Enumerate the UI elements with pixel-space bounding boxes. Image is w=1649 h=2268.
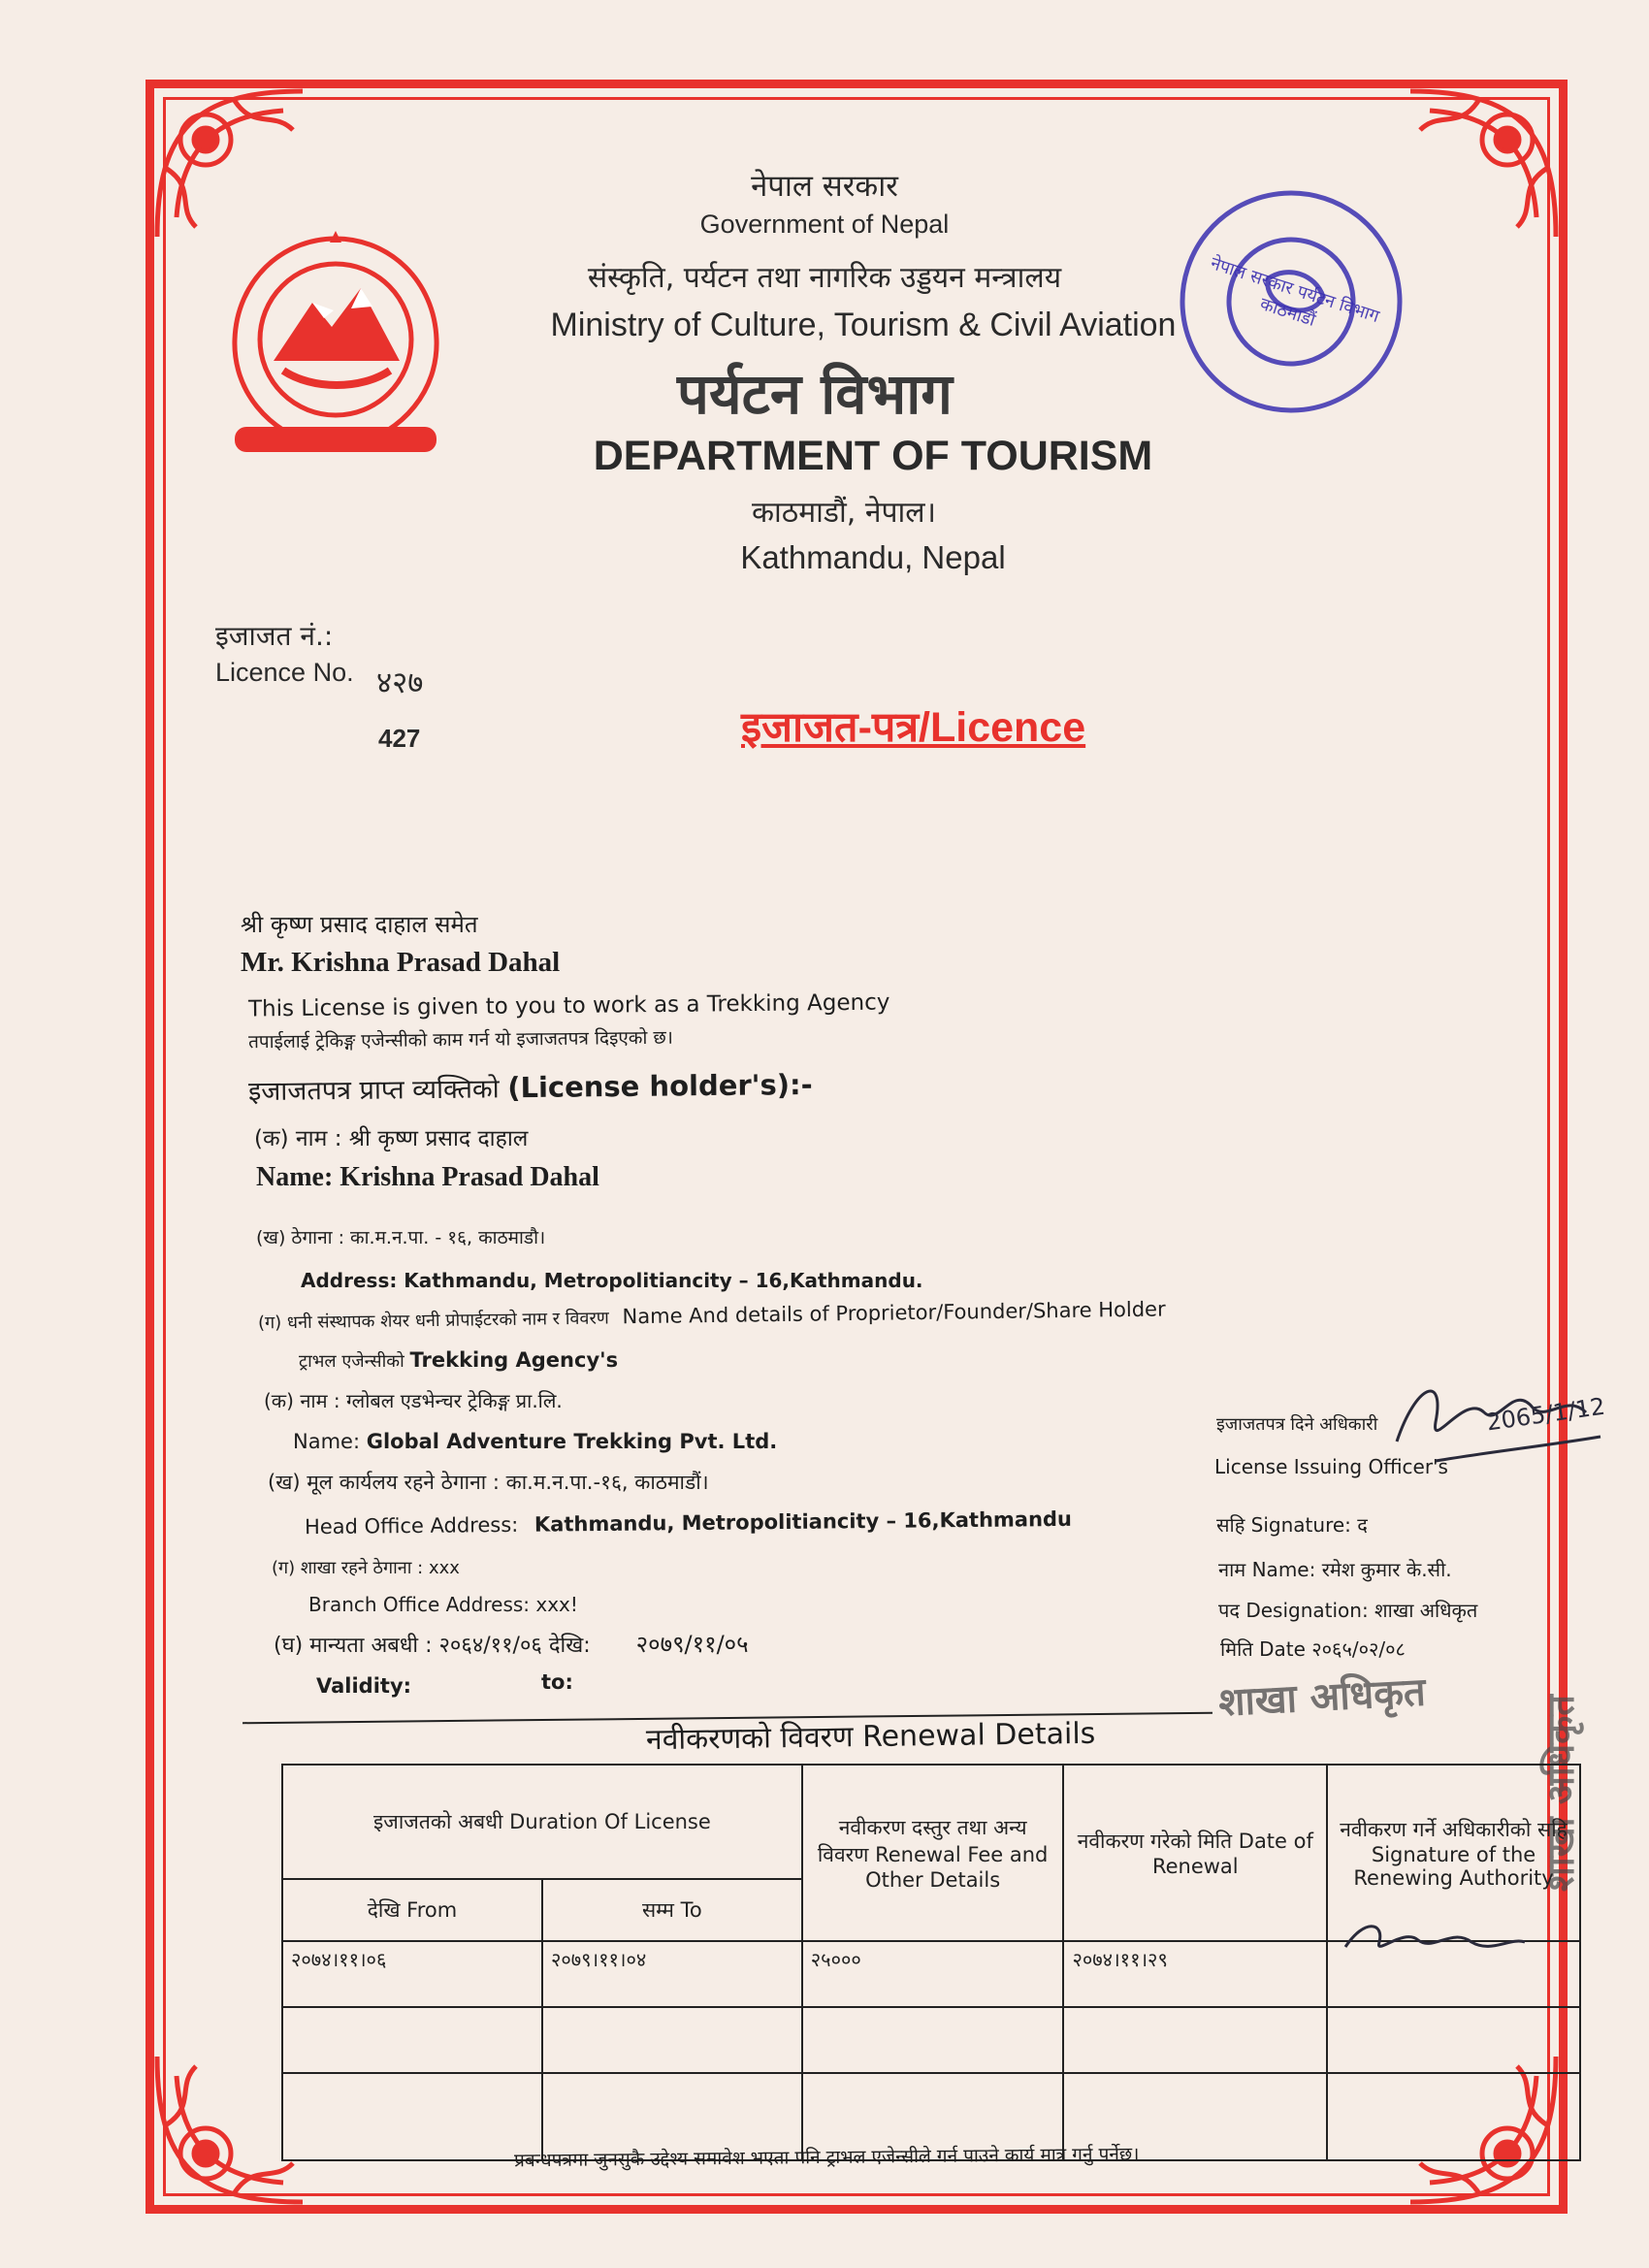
officer-name: नाम Name: रमेश कुमार के.सी. xyxy=(1218,1558,1452,1581)
row-signature xyxy=(1327,1941,1580,2007)
city-en: Kathmandu, Nepal xyxy=(740,539,1006,575)
licence-no-label-en: Licence No. xyxy=(215,658,354,687)
agency-name xyxy=(293,1430,777,1453)
owner-line-en: Name And details of Proprietor/Founder/Share Holder xyxy=(622,1297,1166,1329)
header-to: सम्म To xyxy=(542,1879,802,1941)
issuer-np: इजाजतपत्र दिने अधिकारी xyxy=(1216,1414,1378,1435)
renewal-header-row xyxy=(282,1765,1580,1879)
row-signature xyxy=(1327,2007,1580,2073)
dept-np: पर्यटन विभाग xyxy=(677,361,953,427)
row-date xyxy=(1063,2007,1327,2073)
recipient-name-en: Mr. Krishna Prasad Dahal xyxy=(241,947,561,978)
agency-heading xyxy=(299,1348,618,1373)
header-duration: इजाजतको अबधी Duration Of License xyxy=(282,1765,802,1879)
recipient-name-np: श्री कृष्ण प्रसाद दाहाल समेत xyxy=(241,911,478,938)
recipient-purpose-en: This License is given to you to work as a Trekking Agency xyxy=(247,989,890,1022)
officer-sig-date: 2065/1/12 xyxy=(1484,1392,1607,1437)
seal-text: नेपाल सरकार पर्यटन विभाग काठमाडौं xyxy=(1208,253,1382,331)
validity-to-en: to: xyxy=(541,1670,573,1694)
row-signature xyxy=(1327,2073,1580,2160)
holder-name-en: Name: Krishna Prasad Dahal xyxy=(256,1162,599,1192)
row-to xyxy=(542,2007,802,2073)
head-office-np: (ख) मूल कार्यलय रहने ठेगाना : का.म.न.पा.-१६, काठमाडौं। xyxy=(268,1471,709,1494)
holder-heading-en: (License holder's):- xyxy=(507,1067,813,1105)
holder-address-np: (ख) ठेगाना : का.म.न.पा. - १६, काठमाडौ। xyxy=(256,1227,546,1248)
officer-signature: सहि Signature: द xyxy=(1216,1513,1368,1537)
row-from xyxy=(282,2073,542,2160)
holder-address-en: Address: Kathmandu, Metropolitiancity – 16,Kathmandu. xyxy=(301,1269,923,1292)
header-from: देखि From xyxy=(282,1879,542,1941)
validity-np xyxy=(274,1628,749,1660)
issuer-en: License Issuing Officer's xyxy=(1214,1455,1448,1478)
gov-np: नेपाल सरकार xyxy=(751,169,898,204)
officer-date: मिति Date २०६५/०२/०८ xyxy=(1220,1637,1406,1661)
officer-designation: पद Designation: शाखा अधिकृत xyxy=(1218,1599,1478,1622)
table-row xyxy=(282,1941,1580,2007)
ministry-en: Ministry of Culture, Tourism & Civil Aviation xyxy=(550,307,1177,343)
row-from: २०७४।११।०६ xyxy=(282,1941,542,2007)
licence-no-value-np: ४२७ xyxy=(376,665,424,700)
holder-heading xyxy=(248,1066,813,1108)
officer-stamp-vertical: शाखा अधिकृत xyxy=(1539,1695,1582,1892)
agency-heading-np: ट्राभल एजेन्सीको xyxy=(299,1351,404,1372)
dept-en: DEPARTMENT OF TOURISM xyxy=(593,433,1153,479)
head-office-en: Kathmandu, Metropolitiancity – 16,Kathmandu xyxy=(534,1507,1073,1537)
head-office-label: Head Office Address: xyxy=(304,1512,519,1539)
row-to: २०७९।११।०४ xyxy=(542,1941,802,2007)
validity-en: Validity: xyxy=(316,1674,412,1698)
nepal-emblem-icon xyxy=(206,225,466,468)
agency-name-np: (क) नाम : ग्लोबल एडभेन्चर ट्रेकिङ्ग प्रा.लि. xyxy=(264,1389,563,1412)
validity-to-np: २०७९/११/०५ xyxy=(635,1631,749,1658)
officer-stamp: शाखा अधिकृत xyxy=(1217,1669,1427,1726)
renewal-table xyxy=(281,1764,1581,2161)
row-from xyxy=(282,2007,542,2073)
recipient-purpose-np: तपाईलाई ट्रेकिङ्ग एजेन्सीको काम गर्न यो इजाजतपत्र दिइएको छ। xyxy=(247,1026,674,1053)
header-date: नवीकरण गरेको मिति Date of Renewal xyxy=(1063,1765,1327,1941)
footer-note: प्रबन्धपत्रमा जुनसुकै उद्देश्य समावेश भएता पनि ट्राभल एजेन्सीले गर्न पाउने कार्य मात्र गर्नु पर्नेछ। xyxy=(513,2143,1140,2172)
branch-en: Branch Office Address: xxx! xyxy=(308,1593,578,1616)
owner-line-np: (ग) धनी संस्थापक शेयर धनी प्रोपाईटरको नाम र विवरण xyxy=(257,1308,610,1334)
row-fee: २५००० xyxy=(802,1941,1064,2007)
licence-no-value-en: 427 xyxy=(378,724,421,753)
row-fee xyxy=(802,2007,1064,2073)
city-np: काठमाडौं, नेपाल। xyxy=(751,496,936,530)
holder-name-np: (क) नाम : श्री कृष्ण प्रसाद दाहाल xyxy=(254,1126,529,1151)
holder-heading-np: इजाजतपत्र प्राप्त व्यक्तिको xyxy=(247,1074,500,1108)
licence-no-label-np: इजाजत नं.: xyxy=(215,620,334,652)
header-signature: नवीकरण गर्ने अधिकारीको सहि Signature of the Renewing Authority xyxy=(1327,1765,1580,1941)
row-date: २०७४।११।२९ xyxy=(1063,1941,1327,2007)
validity-from-np: (घ) मान्यता अबधी : २०६४/११/०६ देखि: xyxy=(274,1634,591,1658)
header-fee: नवीकरण दस्तुर तथा अन्य विवरण Renewal Fee and Other Details xyxy=(802,1765,1064,1941)
table-row xyxy=(282,2007,1580,2073)
ministry-np: संस्कृति, पर्यटन तथा नागरिक उड्डयन मन्त्रालय xyxy=(587,261,1062,295)
branch-np: (ग) शाखा रहने ठेगाना : xxx xyxy=(272,1558,460,1578)
renewal-title: नवीकरणको विवरण Renewal Details xyxy=(645,1716,1096,1758)
agency-name-en: Global Adventure Trekking Pvt. Ltd. xyxy=(366,1430,778,1453)
agency-heading-en: Trekking Agency's xyxy=(409,1348,619,1372)
gov-en: Government of Nepal xyxy=(699,210,950,239)
renewal-signature-icon xyxy=(1336,1913,1530,1961)
licence-title: इजाजत-पत्र/Licence xyxy=(741,704,1086,751)
agency-name-label: Name: xyxy=(293,1430,361,1453)
